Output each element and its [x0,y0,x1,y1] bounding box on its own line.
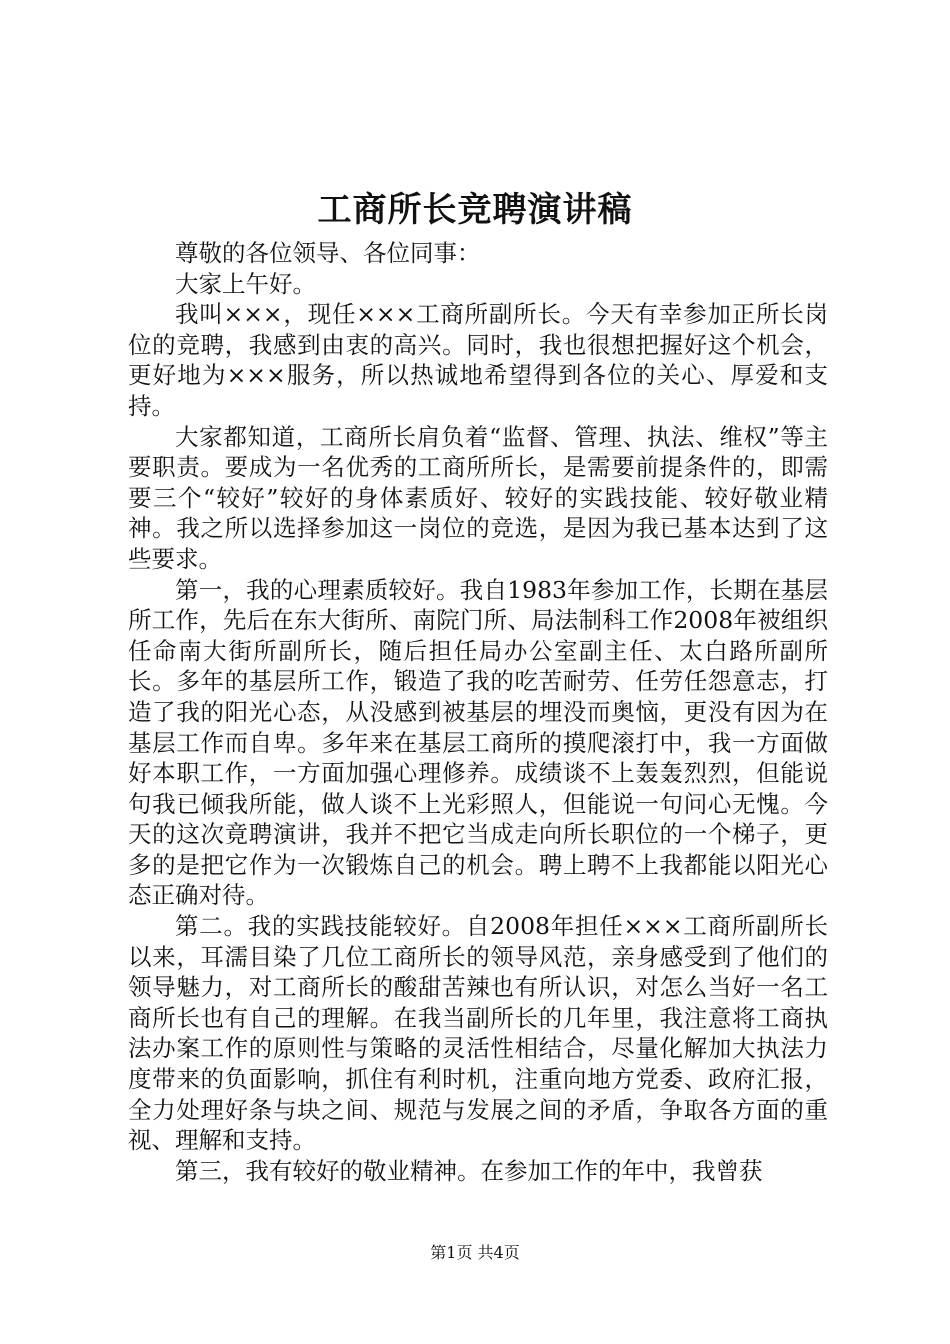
page-number-footer: 第1页 共4页 [430,1243,520,1262]
point-one-paragraph: 第一，我的心理素质较好。我自1983年参加工作，长期在基层所工作，先后在东大街所、南院门所、局法制科工作2008年被组织任命南大街所副所长，随后担任局办公室副主任、太白路所副所长。多年的基层所工作，锻造了我的吃苦耐劳、任劳任怨意志，打造了我的阳光心态，从没感到被基层的埋没而奥恼，更没有因为在基层工作而自卑。多年来在基层工商所的摸爬滚打中，我一方面做好本职工作，一方面加强心理修养。成绩谈不上轰轰烈烈，但能说句我已倾我所能，做人谈不上光彩照人，但能说一句问心无愧。今天的这次竟聘演讲，我并不把它当成走向所长职位的一个梯子，更多的是把它作为一次锻炼自己的机会。聘上聘不上我都能以阳光心态正确对待。 [128,575,828,910]
salutation-paragraph: 尊敬的各位领导、各位同事： [175,239,481,267]
page-title: 工商所长竞聘演讲稿 [317,190,633,230]
introduction-paragraph: 我叫×××，现任×××工商所副所长。今天有幸参加正所长岗位的竞聘，我感到由衷的高兴。同时，我也很想把握好这个机会，更好地为×××服务，所以热诚地希望得到各位的关心、厚爱和支持。 [128,300,828,420]
greeting-paragraph: 大家上午好。 [175,269,316,298]
point-three-paragraph: 第三，我有较好的敬业精神。在参加工作的年中，我曾获 [175,1156,763,1185]
document-body [128,238,828,1186]
duties-paragraph: 大家都知道，工商所长肩负着“监督、管理、执法、维权”等主要职责。要成为一名优秀的工商所所长，是需要前提条件的，即需要三个“较好”较好的身体素质好、较好的实践技能、较好敬业精神。我之所以选择参加这一岗位的竞选，是因为我已基本达到了这些要求。 [128,422,828,573]
point-two-paragraph: 第二。我的实践技能较好。自2008年担任×××工商所副所长以来，耳濡目染了几位工商所长的领导风范，亲身感受到了他们的领导魅力，对工商所长的酸甜苦辣也有所认识，对怎么当好一名工商所长也有自己的理解。在我当副所长的几年里，我注意将工商执法办案工作的原则性与策略的灵活性相结合，尽量化解加大执法力度带来的负面影响，抓住有利时机，注重向地方党委、政府汇报，全力处理好条与块之间、规范与发展之间的矛盾，争取各方面的重视、理解和支持。 [128,912,828,1155]
